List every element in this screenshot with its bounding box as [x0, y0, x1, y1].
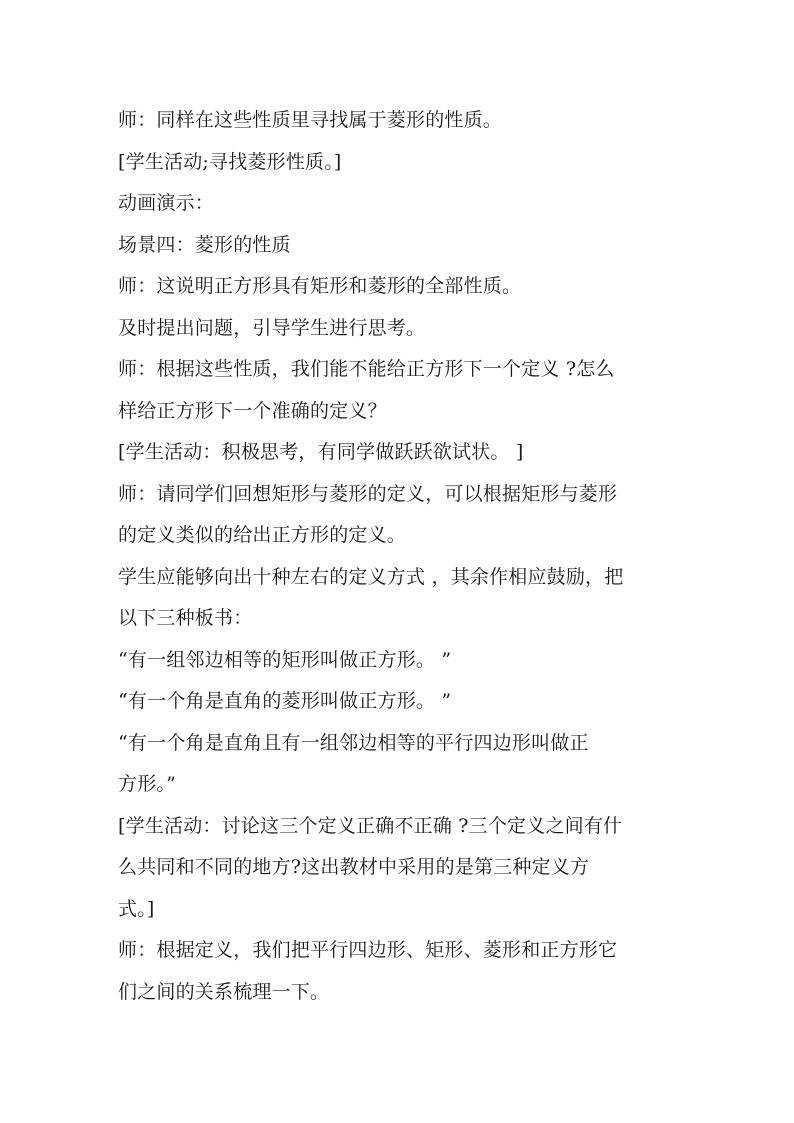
text-line: 及时提出问题，引导学生进行思考。 — [118, 316, 426, 339]
text-line: [学生活动：讨论这三个定义正确不正确 ?三个定义之间有什 — [118, 814, 623, 837]
text-line: 方形。” — [118, 773, 177, 795]
text-line: 样给正方形下一个准确的定义？ — [118, 399, 387, 422]
text-line: 师：根据定义，我们把平行四边形、矩形、菱形和正方形它 — [118, 939, 618, 961]
text-line: 学生应能够向出十种左右的定义方式 ，其余作相应鼓励，把 — [118, 565, 624, 588]
document-body — [118, 100, 688, 1013]
text-line: 师：请同学们回想矩形与菱形的定义，可以根据矩形与菱形 — [118, 482, 618, 505]
text-line: 师：这说明正方形具有矩形和菱形的全部性质。 — [118, 275, 522, 297]
text-line: “有一个角是直角且有一组邻边相等的平行四边形叫做正 — [118, 731, 589, 754]
text-line: 的定义类似的给出正方形的定义。 — [118, 524, 407, 546]
text-line: “有一组邻边相等的矩形叫做正方形。 ” — [118, 648, 452, 671]
text-line: 式。] — [118, 897, 155, 920]
text-line: 么共同和不同的地方?这出教材中采用的是第三种定义方 — [118, 856, 590, 878]
text-line: 们之间的关系梳理一下。 — [118, 980, 330, 1003]
text-line: 师：根据这些性质，我们能不能给正方形下一个定义 ?怎么 — [118, 358, 615, 380]
text-line: [学生活动;寻找菱形性质。] — [118, 150, 342, 173]
text-line: 师：同样在这些性质里寻找属于菱形的性质。 — [118, 109, 503, 131]
text-line: 动画演示： — [118, 192, 215, 214]
text-line: “有一个角是直角的菱形叫做正方形。 ” — [118, 690, 452, 712]
text-line: 以下三种板书： — [118, 607, 253, 629]
text-line: 场景四：菱形的性质 — [118, 233, 291, 256]
text-line: [学生活动：积极思考，有同学做跃跃欲试状。 ] — [118, 441, 524, 463]
